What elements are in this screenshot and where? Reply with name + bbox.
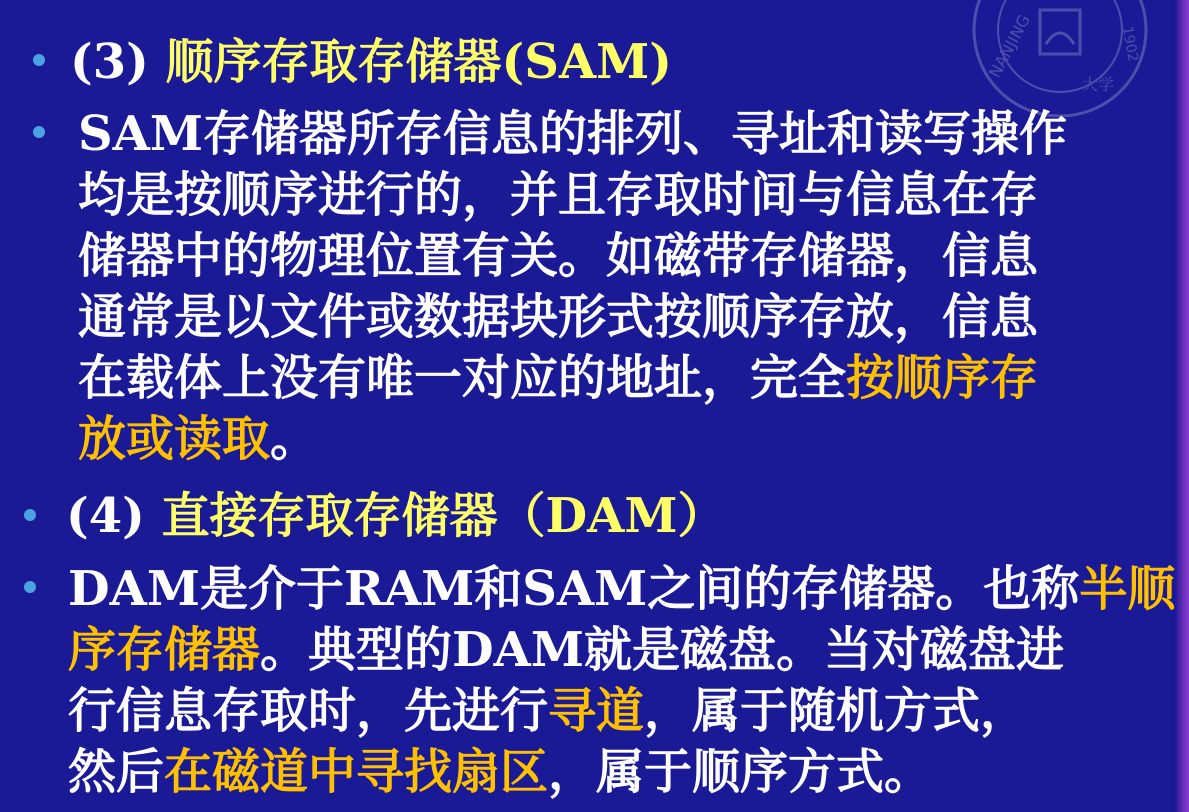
dam-body-line-2 bbox=[68, 621, 1064, 679]
dam-line4-emphasis: 在磁道中寻找扇区 bbox=[164, 744, 549, 800]
dam-line1-text: DAM是介于RAM和SAM之间的存储器。也称 bbox=[68, 561, 1080, 617]
sam-body-line-3: 储器中的物理位置有关。如磁带存储器，信息 bbox=[78, 228, 1039, 284]
sam-body-line-2: 均是按顺序进行的，并且存取时间与信息在存 bbox=[78, 167, 1039, 223]
seal-text-left: NANJING bbox=[985, 11, 1035, 81]
dam-line4-text-b: ，属于顺序方式。 bbox=[548, 744, 933, 800]
seal-text-right: 1902 bbox=[1118, 25, 1141, 63]
sam-heading-title: 顺序存取存储器(SAM) bbox=[165, 34, 673, 90]
sam-body-line-4: 通常是以文件或数据块形式按顺序存放，信息 bbox=[78, 289, 1039, 345]
sam-line6-text: 。 bbox=[270, 411, 319, 467]
dam-heading-number: (4) bbox=[66, 488, 145, 544]
university-seal-icon bbox=[962, 0, 1158, 120]
dam-body-line-1 bbox=[68, 560, 1175, 618]
bullet-sam-heading bbox=[33, 54, 45, 66]
bullet-dam-heading bbox=[24, 509, 36, 521]
bullet-sam-body bbox=[33, 126, 45, 138]
bullet-dam-body bbox=[24, 581, 36, 593]
sam-body-line-6 bbox=[78, 410, 318, 468]
dam-line3-text-b: ，属于随机方式， bbox=[644, 683, 1029, 739]
dam-body-line-4 bbox=[68, 743, 932, 801]
sam-heading-number: (3) bbox=[70, 34, 149, 90]
sam-body-line-1: SAM存储器所存信息的排列、寻址和读写操作 bbox=[78, 106, 1068, 162]
sam-body-line-5 bbox=[78, 349, 1038, 407]
seal-text-bottom: 大学 bbox=[1082, 75, 1115, 94]
sam-heading bbox=[70, 33, 672, 91]
sam-line5-text: 在载体上没有唯一对应的地址，完全 bbox=[78, 350, 847, 406]
dam-line1-emphasis: 半顺 bbox=[1079, 561, 1176, 617]
dam-line2-emphasis: 序存储器 bbox=[68, 622, 261, 678]
dam-body-line-3 bbox=[68, 682, 1028, 740]
sam-line6-emphasis: 放或读取 bbox=[78, 411, 271, 467]
sam-line5-emphasis: 按顺序存 bbox=[846, 350, 1039, 406]
dam-line3-text-a: 行信息存取时，先进行 bbox=[68, 683, 549, 739]
slide-right-edge bbox=[1175, 0, 1189, 812]
dam-line4-text-a: 然后 bbox=[68, 744, 165, 800]
dam-line2-text: 。典型的DAM就是磁盘。当对磁盘进 bbox=[260, 622, 1065, 678]
dam-line3-emphasis: 寻道 bbox=[548, 683, 645, 739]
dam-heading-title: 直接存取存储器（DAM） bbox=[161, 488, 726, 544]
dam-heading bbox=[66, 487, 726, 545]
